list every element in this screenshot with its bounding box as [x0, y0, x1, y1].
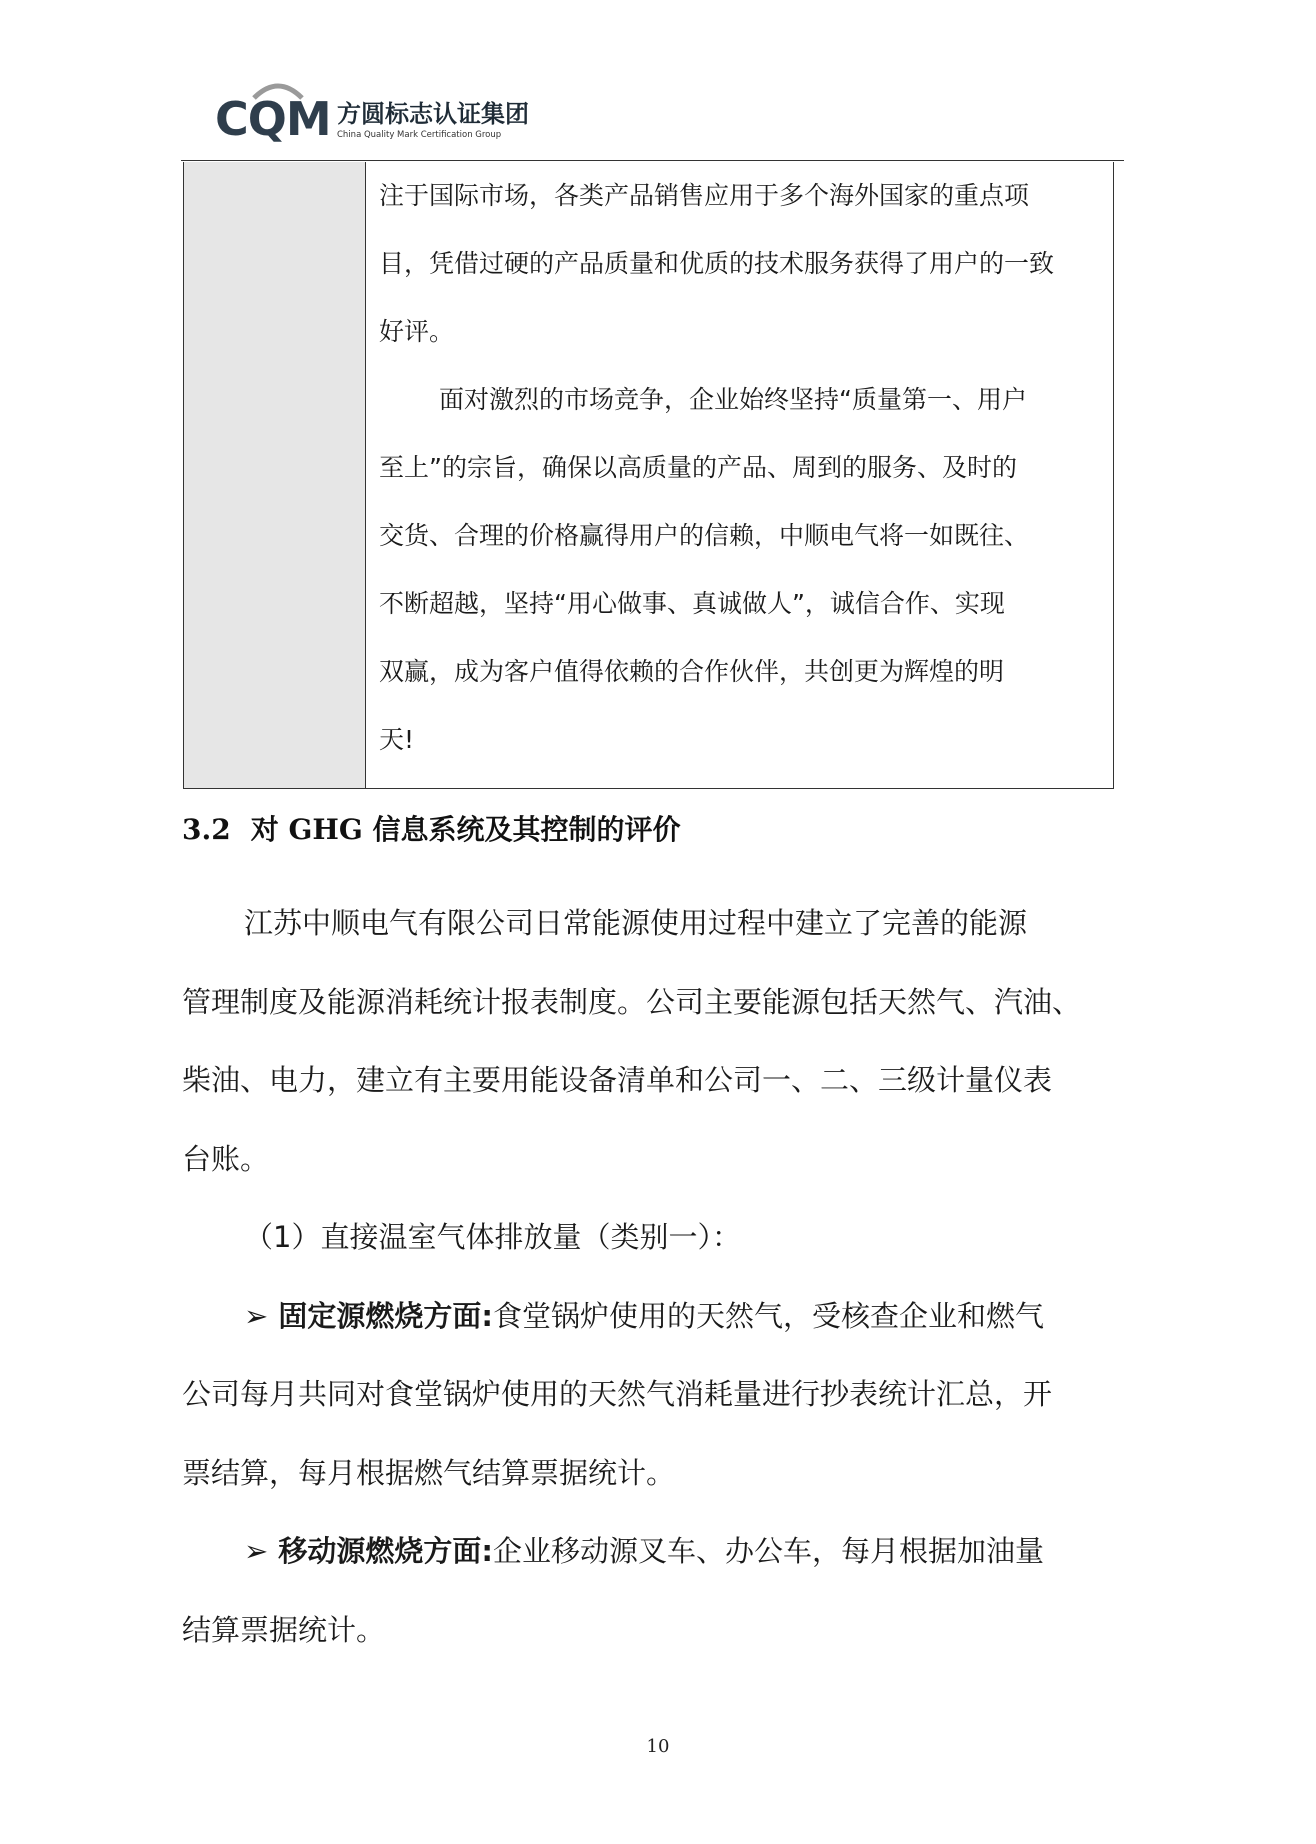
- body-line: 柴油、电力，建立有主要用能设备清单和公司一、二、三级计量仪表: [182, 1063, 1053, 1097]
- table-line: 交货、合理的价格赢得用户的信赖，中顺电气将一如既往、: [379, 521, 1030, 550]
- table-line: 双赢，成为客户值得依赖的合作伙伴，共创更为辉煌的明: [379, 657, 1005, 686]
- table-line: 不断超越，坚持“用心做事、真诚做人”，诚信合作、实现: [379, 589, 1005, 618]
- table-line: 至上”的宗旨，确保以高质量的产品、周到的服务、及时的: [379, 453, 1017, 482]
- org-name-cn: 方圆标志认证集团: [337, 100, 529, 128]
- list-item-heading: （1）直接温室气体排放量（类别一）：: [244, 1220, 741, 1254]
- body-line: 公司每月共同对食堂锅炉使用的天然气消耗量进行抄表统计汇总，开: [182, 1377, 1053, 1411]
- body-line: 结算票据统计。: [182, 1612, 386, 1647]
- body-line: 管理制度及能源消耗统计报表制度。公司主要能源包括天然气、汽油、: [182, 984, 1082, 1019]
- body-line: 台账。: [182, 1141, 270, 1176]
- table-line: 好评。: [379, 317, 455, 346]
- table-line: 天!: [379, 725, 415, 754]
- mobile-source-label: 移动源燃烧方面:: [278, 1534, 494, 1568]
- section-number: 3.2: [182, 813, 231, 846]
- body-line: 食堂锅炉使用的天然气，受核查企业和燃气: [493, 1298, 1045, 1333]
- logo-mark: CQM: [215, 92, 331, 146]
- table-line: 面对激烈的市场竞争，企业始终坚持“质量第一、用户: [439, 385, 1027, 414]
- fixed-source-label: 固定源燃烧方面:: [278, 1298, 494, 1333]
- body-line: 票结算，每月根据燃气结算票据统计。: [182, 1455, 676, 1490]
- body-line: 江苏中顺电气有限公司日常能源使用过程中建立了完善的能源: [244, 906, 1028, 940]
- header-rule: [181, 160, 1124, 161]
- table-label-cell: [184, 162, 366, 788]
- section-heading: [182, 800, 681, 860]
- table-line: 注于国际市场，各类产品销售应用于多个海外国家的重点项: [379, 181, 1030, 210]
- page-number: 10: [646, 1736, 670, 1757]
- table-line: 目，凭借过硬的产品质量和优质的技术服务获得了用户的一致: [379, 249, 1055, 278]
- fixed-source-line: [182, 1277, 1110, 1356]
- org-name-en: China Quality Mark Certification Group: [337, 130, 502, 140]
- section-body: [182, 884, 1110, 1669]
- mobile-source-line: [182, 1512, 1110, 1591]
- table-content-cell: [379, 162, 1101, 774]
- arrowhead-icon: ➢: [244, 1534, 279, 1568]
- content-table: [183, 162, 1114, 789]
- body-line: 企业移动源叉车、办公车，每月根据加油量: [493, 1534, 1045, 1568]
- arrowhead-icon: ➢: [244, 1298, 279, 1333]
- section-title: 对 GHG 信息系统及其控制的评价: [250, 813, 681, 846]
